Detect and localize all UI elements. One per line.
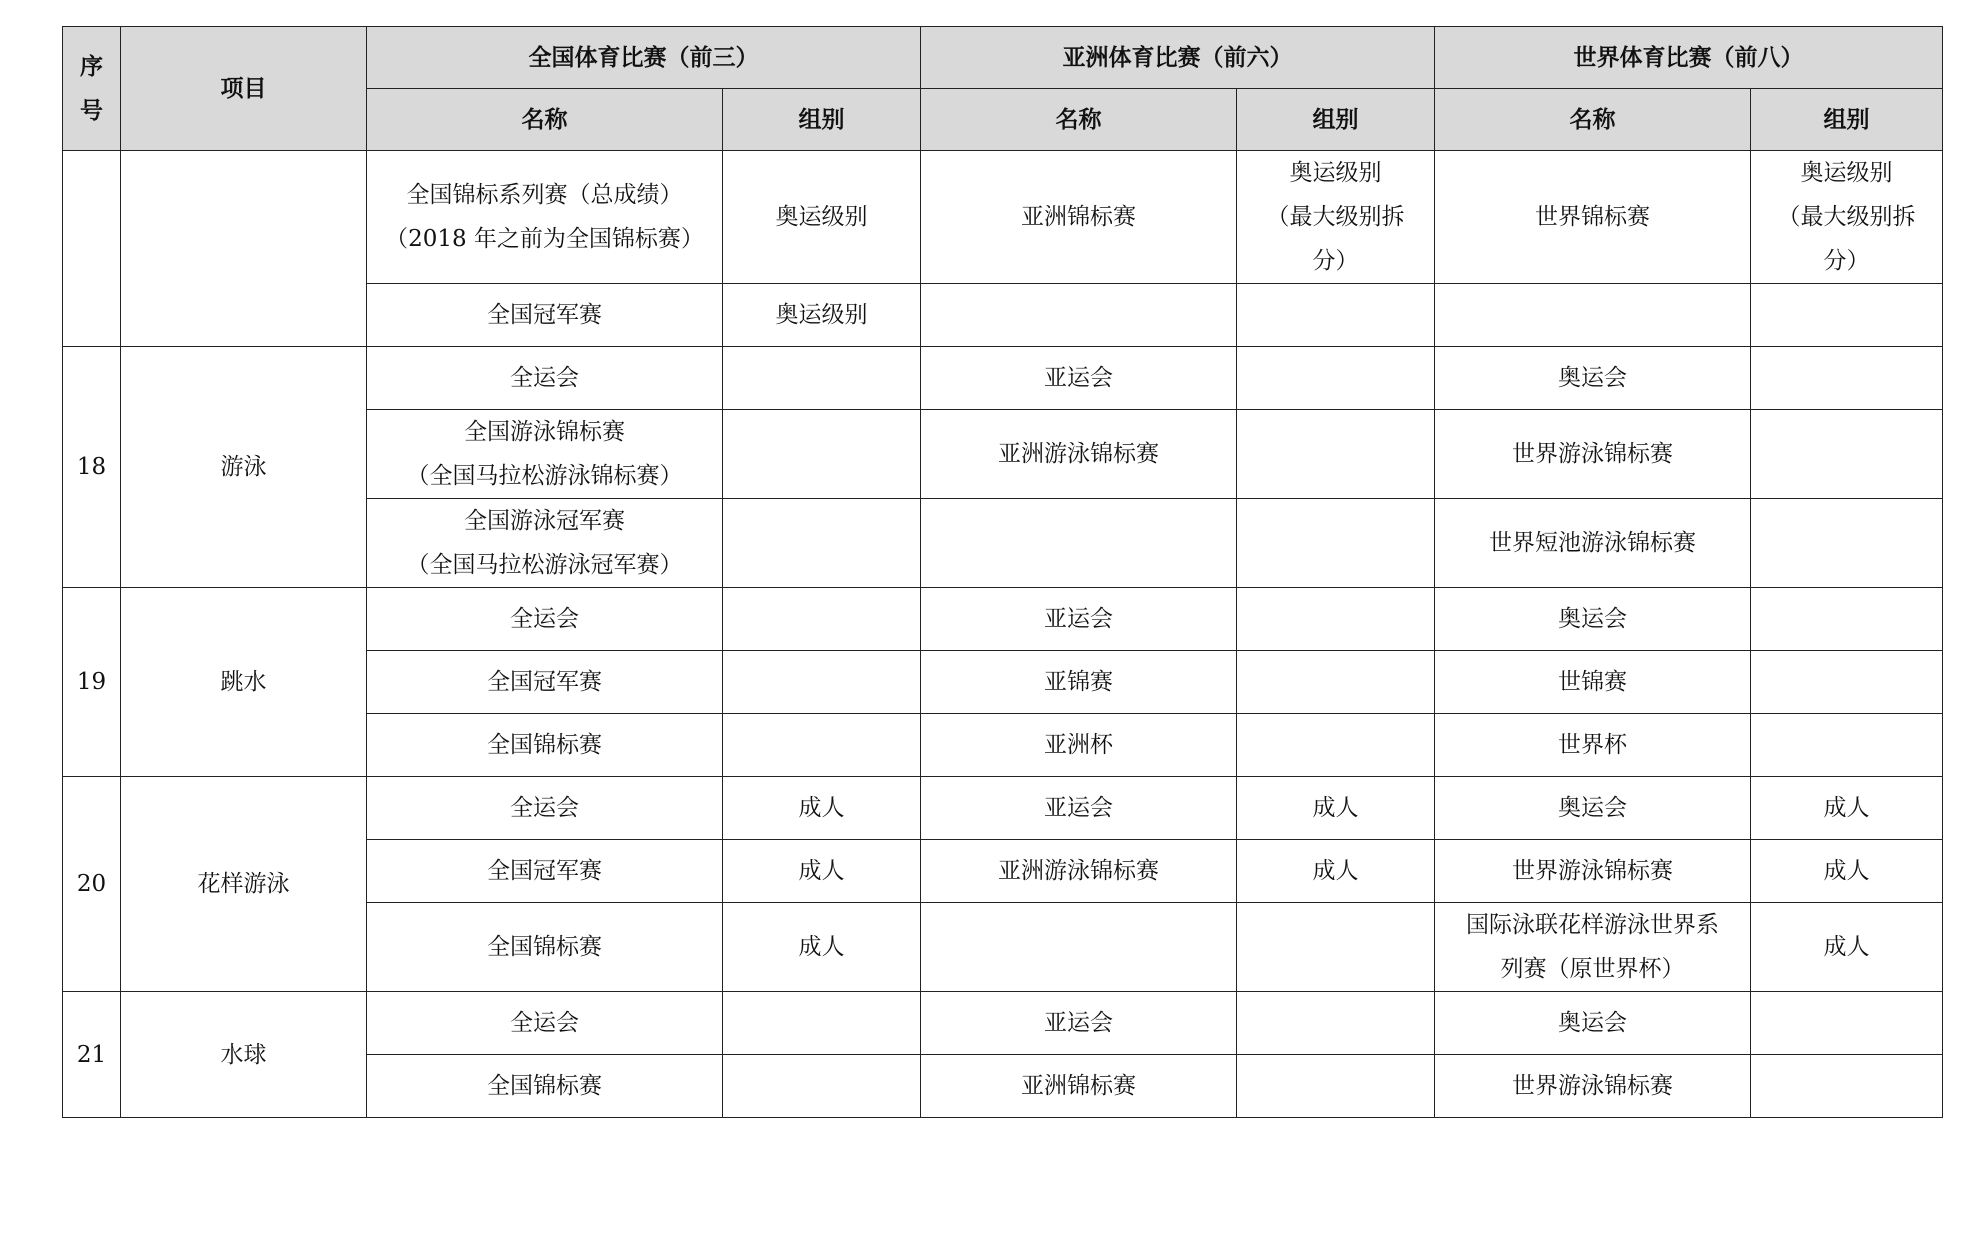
asian-name-cell: 亚洲游泳锦标赛 — [921, 410, 1237, 499]
world-group-cell — [1751, 992, 1943, 1055]
world-group-cell — [1751, 347, 1943, 410]
header-world-name: 名称 — [1435, 89, 1751, 151]
national-name-cell: 全运会 — [367, 588, 723, 651]
asian-name-cell: 亚洲游泳锦标赛 — [921, 840, 1237, 903]
asian-name-cell: 亚运会 — [921, 588, 1237, 651]
national-name-cell: 全国锦标赛 — [367, 1055, 723, 1118]
national-group-cell — [723, 714, 921, 777]
asian-group-cell — [1237, 499, 1435, 588]
world-name-cell: 世界游泳锦标赛 — [1435, 840, 1751, 903]
asian-group-cell — [1237, 410, 1435, 499]
seq-cell: 21 — [63, 992, 121, 1118]
world-name-cell: 世界锦标赛 — [1435, 151, 1751, 284]
national-name-cell: 全运会 — [367, 777, 723, 840]
national-name-cell: 全国游泳锦标赛 （全国马拉松游泳锦标赛） — [367, 410, 723, 499]
asian-group-cell — [1237, 347, 1435, 410]
national-name-cell: 全国锦标系列赛（总成绩） （2018 年之前为全国锦标赛） — [367, 151, 723, 284]
national-group-cell — [723, 499, 921, 588]
item-cell: 水球 — [121, 992, 367, 1118]
national-group-cell: 成人 — [723, 903, 921, 992]
header-national: 全国体育比赛（前三） — [367, 27, 921, 89]
asian-group-cell: 成人 — [1237, 777, 1435, 840]
national-group-cell: 成人 — [723, 840, 921, 903]
asian-group-cell — [1237, 651, 1435, 714]
national-name-cell: 全国冠军赛 — [367, 840, 723, 903]
asian-name-cell: 亚锦赛 — [921, 651, 1237, 714]
national-name-cell: 全国锦标赛 — [367, 714, 723, 777]
national-group-cell — [723, 410, 921, 499]
world-name-cell: 世界游泳锦标赛 — [1435, 1055, 1751, 1118]
national-group-cell — [723, 651, 921, 714]
seq-cell: 20 — [63, 777, 121, 992]
table-row — [63, 347, 1943, 410]
item-cell: 跳水 — [121, 588, 367, 777]
world-name-cell: 世界短池游泳锦标赛 — [1435, 499, 1751, 588]
world-group-cell — [1751, 410, 1943, 499]
asian-group-cell — [1237, 903, 1435, 992]
world-name-cell — [1435, 284, 1751, 347]
asian-group-cell — [1237, 284, 1435, 347]
header-national-name: 名称 — [367, 89, 723, 151]
world-name-cell: 奥运会 — [1435, 347, 1751, 410]
header-asian-group: 组别 — [1237, 89, 1435, 151]
header-world: 世界体育比赛（前八） — [1435, 27, 1943, 89]
national-name-cell: 全运会 — [367, 992, 723, 1055]
national-group-cell — [723, 992, 921, 1055]
world-group-cell: 奥运级别 （最大级别拆 分） — [1751, 151, 1943, 284]
table-row — [63, 151, 1943, 284]
table-row — [63, 588, 1943, 651]
asian-group-cell: 奥运级别 （最大级别拆 分） — [1237, 151, 1435, 284]
national-group-cell — [723, 1055, 921, 1118]
asian-name-cell: 亚运会 — [921, 347, 1237, 410]
world-group-cell — [1751, 499, 1943, 588]
asian-group-cell — [1237, 1055, 1435, 1118]
world-group-cell — [1751, 588, 1943, 651]
asian-name-cell: 亚运会 — [921, 777, 1237, 840]
header-seq: 序 号 — [63, 27, 121, 151]
national-group-cell: 奥运级别 — [723, 284, 921, 347]
national-name-cell: 全国锦标赛 — [367, 903, 723, 992]
asian-name-cell — [921, 284, 1237, 347]
header-asian: 亚洲体育比赛（前六） — [921, 27, 1435, 89]
national-name-cell: 全国冠军赛 — [367, 284, 723, 347]
national-group-cell: 成人 — [723, 777, 921, 840]
world-group-cell: 成人 — [1751, 777, 1943, 840]
national-name-cell: 全国游泳冠军赛 （全国马拉松游泳冠军赛） — [367, 499, 723, 588]
world-name-cell: 世界杯 — [1435, 714, 1751, 777]
world-group-cell — [1751, 284, 1943, 347]
table-row — [63, 992, 1943, 1055]
item-cell — [121, 151, 367, 347]
world-group-cell — [1751, 651, 1943, 714]
asian-group-cell — [1237, 992, 1435, 1055]
asian-name-cell: 亚洲杯 — [921, 714, 1237, 777]
asian-group-cell: 成人 — [1237, 840, 1435, 903]
table-row — [63, 777, 1943, 840]
asian-group-cell — [1237, 588, 1435, 651]
world-name-cell: 奥运会 — [1435, 588, 1751, 651]
national-group-cell — [723, 588, 921, 651]
seq-cell: 18 — [63, 347, 121, 588]
national-group-cell — [723, 347, 921, 410]
world-name-cell: 奥运会 — [1435, 992, 1751, 1055]
world-group-cell — [1751, 714, 1943, 777]
item-cell: 游泳 — [121, 347, 367, 588]
world-group-cell: 成人 — [1751, 840, 1943, 903]
competition-table — [62, 26, 1943, 1118]
world-name-cell: 世锦赛 — [1435, 651, 1751, 714]
world-name-cell: 世界游泳锦标赛 — [1435, 410, 1751, 499]
header-item: 项目 — [121, 27, 367, 151]
asian-name-cell: 亚运会 — [921, 992, 1237, 1055]
national-name-cell: 全国冠军赛 — [367, 651, 723, 714]
asian-name-cell — [921, 903, 1237, 992]
header-asian-name: 名称 — [921, 89, 1237, 151]
seq-cell: 19 — [63, 588, 121, 777]
asian-name-cell: 亚洲锦标赛 — [921, 151, 1237, 284]
header-national-group: 组别 — [723, 89, 921, 151]
national-group-cell: 奥运级别 — [723, 151, 921, 284]
world-name-cell: 国际泳联花样游泳世界系 列赛（原世界杯） — [1435, 903, 1751, 992]
world-group-cell: 成人 — [1751, 903, 1943, 992]
asian-name-cell: 亚洲锦标赛 — [921, 1055, 1237, 1118]
world-name-cell: 奥运会 — [1435, 777, 1751, 840]
header-world-group: 组别 — [1751, 89, 1943, 151]
asian-name-cell — [921, 499, 1237, 588]
world-group-cell — [1751, 1055, 1943, 1118]
seq-cell — [63, 151, 121, 347]
asian-group-cell — [1237, 714, 1435, 777]
item-cell: 花样游泳 — [121, 777, 367, 992]
national-name-cell: 全运会 — [367, 347, 723, 410]
